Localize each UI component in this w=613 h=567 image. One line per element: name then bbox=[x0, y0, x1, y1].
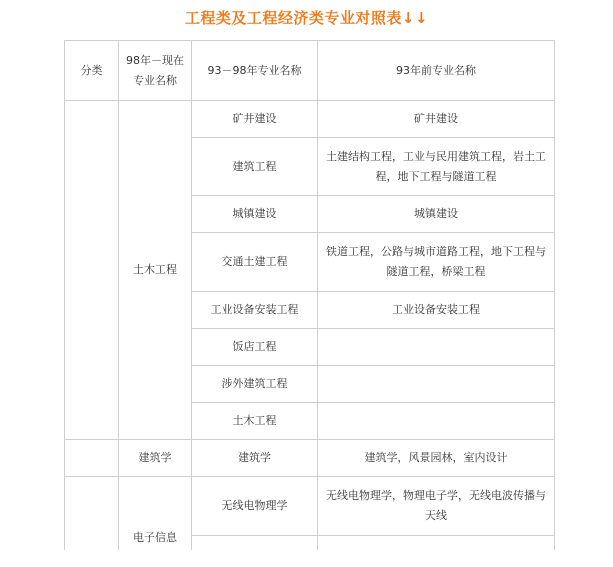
header-pre-1993-name: 93年前专业名称 bbox=[318, 41, 555, 101]
mid-name-cell: 建筑工程 bbox=[192, 138, 318, 196]
current-name-cell: 电子信息 bbox=[119, 477, 192, 550]
table-row bbox=[65, 440, 555, 477]
old-name-cell: 建筑学，风景园林，室内设计 bbox=[318, 440, 555, 477]
category-cell bbox=[65, 477, 119, 550]
old-name-cell: 城镇建设 bbox=[318, 196, 555, 233]
header-current-name: 98年－现在专业名称 bbox=[119, 41, 192, 101]
old-name-cell: 土建结构工程，工业与民用建筑工程，岩土工程，地下工程与隧道工程 bbox=[318, 138, 555, 196]
current-name-cell: 建筑学 bbox=[119, 440, 192, 477]
table-row bbox=[65, 101, 555, 138]
mid-name-cell bbox=[192, 536, 318, 550]
current-name-cell: 土木工程 bbox=[119, 101, 192, 440]
mid-name-cell: 饭店工程 bbox=[192, 329, 318, 366]
major-comparison-table bbox=[64, 40, 555, 550]
old-name-cell bbox=[318, 403, 555, 440]
old-name-cell: 工业设备安装工程 bbox=[318, 292, 555, 329]
mid-name-cell: 涉外建筑工程 bbox=[192, 366, 318, 403]
header-row bbox=[65, 41, 555, 101]
page-title: 工程类及工程经济类专业对照表↓↓ bbox=[184, 9, 429, 27]
mid-name-cell: 交通土建工程 bbox=[192, 233, 318, 292]
old-name-cell: 矿井建设 bbox=[318, 101, 555, 138]
old-name-cell: 无线电物理学，物理电子学，无线电波传播与天线 bbox=[318, 477, 555, 536]
old-name-cell bbox=[318, 329, 555, 366]
mid-name-cell: 城镇建设 bbox=[192, 196, 318, 233]
mid-name-cell: 工业设备安装工程 bbox=[192, 292, 318, 329]
old-name-cell bbox=[318, 366, 555, 403]
mid-name-cell: 无线电物理学 bbox=[192, 477, 318, 536]
mid-name-cell: 土木工程 bbox=[192, 403, 318, 440]
mid-name-cell: 建筑学 bbox=[192, 440, 318, 477]
category-cell bbox=[65, 440, 119, 477]
table-row bbox=[65, 477, 555, 536]
mid-name-cell: 矿井建设 bbox=[192, 101, 318, 138]
old-name-cell: 铁道工程，公路与城市道路工程，地下工程与隧道工程，桥梁工程 bbox=[318, 233, 555, 292]
header-1993-1998-name: 93－98年专业名称 bbox=[192, 41, 318, 101]
header-category: 分类 bbox=[65, 41, 119, 101]
category-cell bbox=[65, 101, 119, 440]
old-name-cell bbox=[318, 536, 555, 550]
